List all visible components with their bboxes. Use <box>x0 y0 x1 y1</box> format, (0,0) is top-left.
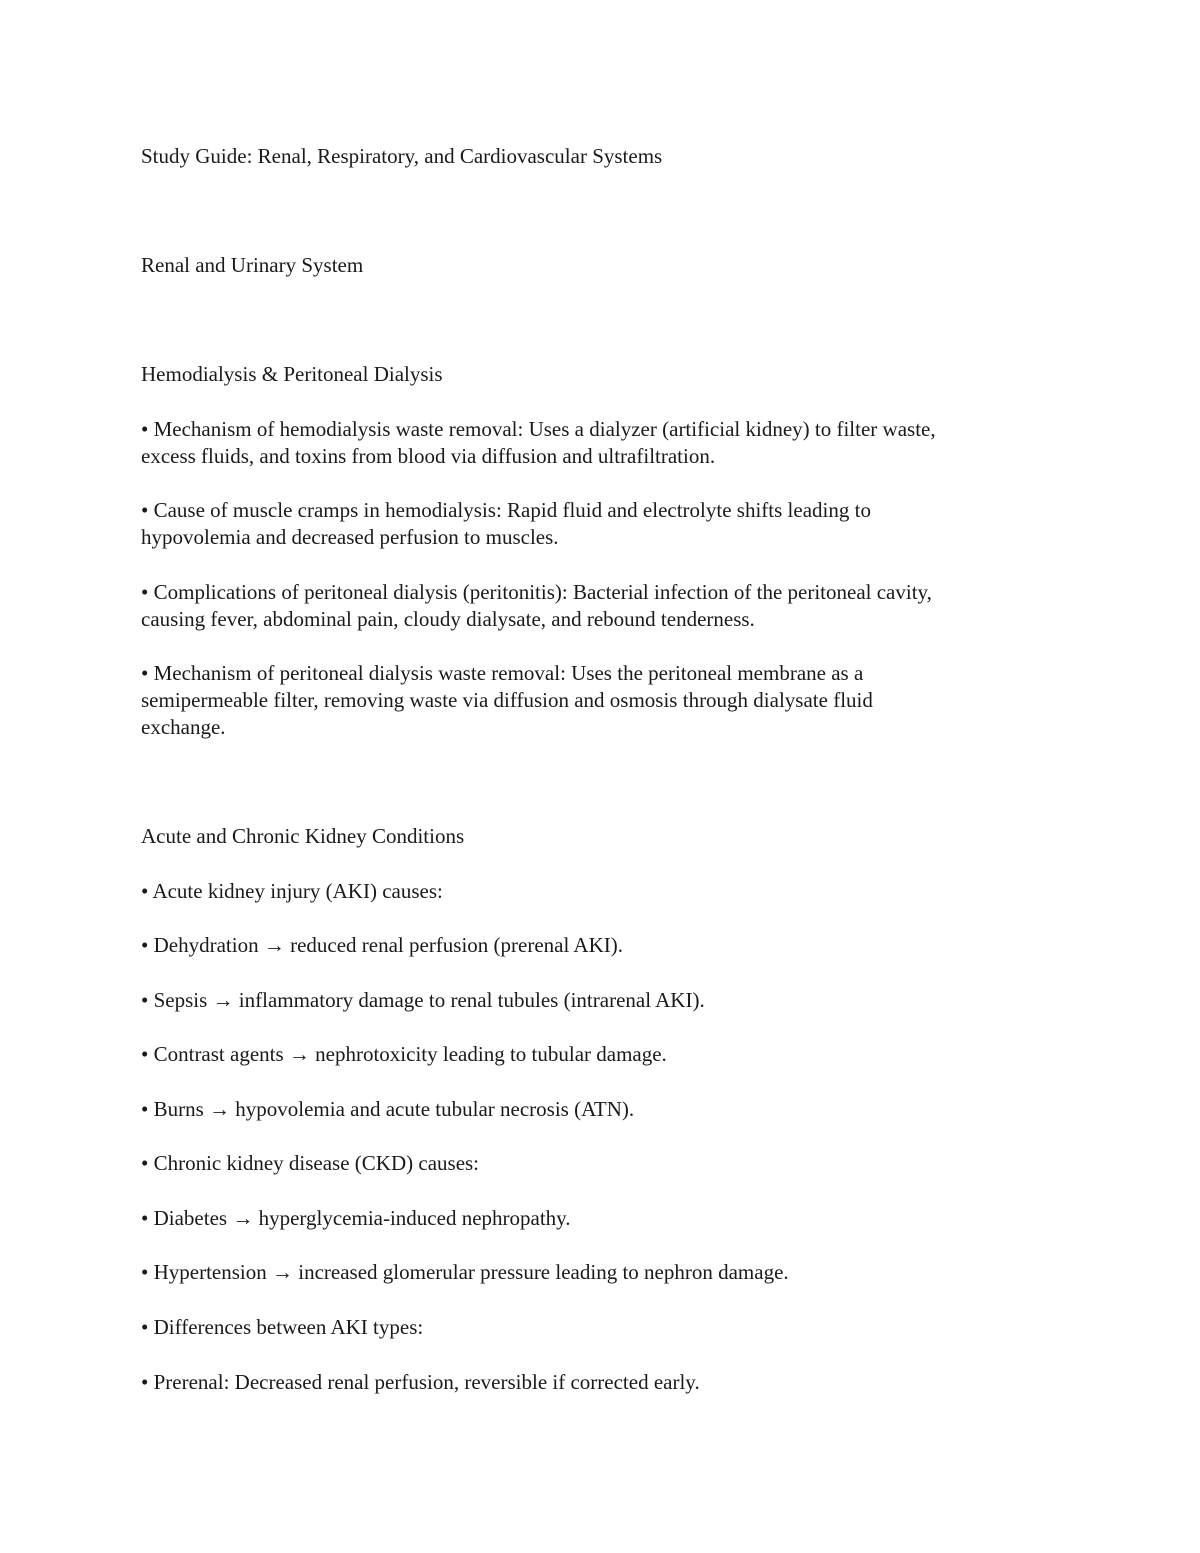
bullet-line: • Mechanism of peritoneal dialysis waste removal: Uses the peritoneal membrane as a <box>141 661 864 685</box>
subsection-heading-kidney-conditions: Acute and Chronic Kidney Conditions <box>141 824 465 848</box>
bullet-line: • Mechanism of hemodialysis waste removal: Uses a dialyzer (artificial kidney) to filter waste, <box>141 417 936 441</box>
bullet-line: excess fluids, and toxins from blood via diffusion and ultrafiltration. <box>141 444 716 468</box>
bullet-line: semipermeable filter, removing waste via diffusion and osmosis through dialysate fluid <box>141 688 873 712</box>
bullet-line: exchange. <box>141 715 226 739</box>
bullet-aki-causes: • Acute kidney injury (AKI) causes: <box>141 879 443 903</box>
bullet-line: causing fever, abdominal pain, cloudy dialysate, and rebound tenderness. <box>141 607 755 631</box>
section-heading: Renal and Urinary System <box>141 253 364 277</box>
bullet-sepsis: • Sepsis → inflammatory damage to renal tubules (intrarenal AKI). <box>141 988 705 1012</box>
bullet-line: • Cause of muscle cramps in hemodialysis: Rapid fluid and electrolyte shifts leading to <box>141 498 871 522</box>
bullet-contrast-agents: • Contrast agents → nephrotoxicity leading to tubular damage. <box>141 1042 667 1066</box>
subsection-heading-dialysis: Hemodialysis & Peritoneal Dialysis <box>141 362 443 386</box>
bullet-aki-types: • Differences between AKI types: <box>141 1315 424 1339</box>
bullet-ckd-causes: • Chronic kidney disease (CKD) causes: <box>141 1151 480 1175</box>
bullet-line: • Complications of peritoneal dialysis (peritonitis): Bacterial infection of the peritoneal cavity, <box>141 580 932 604</box>
bullet-line: hypovolemia and decreased perfusion to muscles. <box>141 525 559 549</box>
document-title: Study Guide: Renal, Respiratory, and Cardiovascular Systems <box>141 144 663 168</box>
bullet-prerenal: • Prerenal: Decreased renal perfusion, reversible if corrected early. <box>141 1370 700 1394</box>
bullet-burns: • Burns → hypovolemia and acute tubular necrosis (ATN). <box>141 1097 635 1121</box>
bullet-dehydration: • Dehydration → reduced renal perfusion (prerenal AKI). <box>141 933 623 957</box>
bullet-diabetes: • Diabetes → hyperglycemia-induced nephropathy. <box>141 1206 571 1230</box>
bullet-hypertension: • Hypertension → increased glomerular pressure leading to nephron damage. <box>141 1260 789 1284</box>
